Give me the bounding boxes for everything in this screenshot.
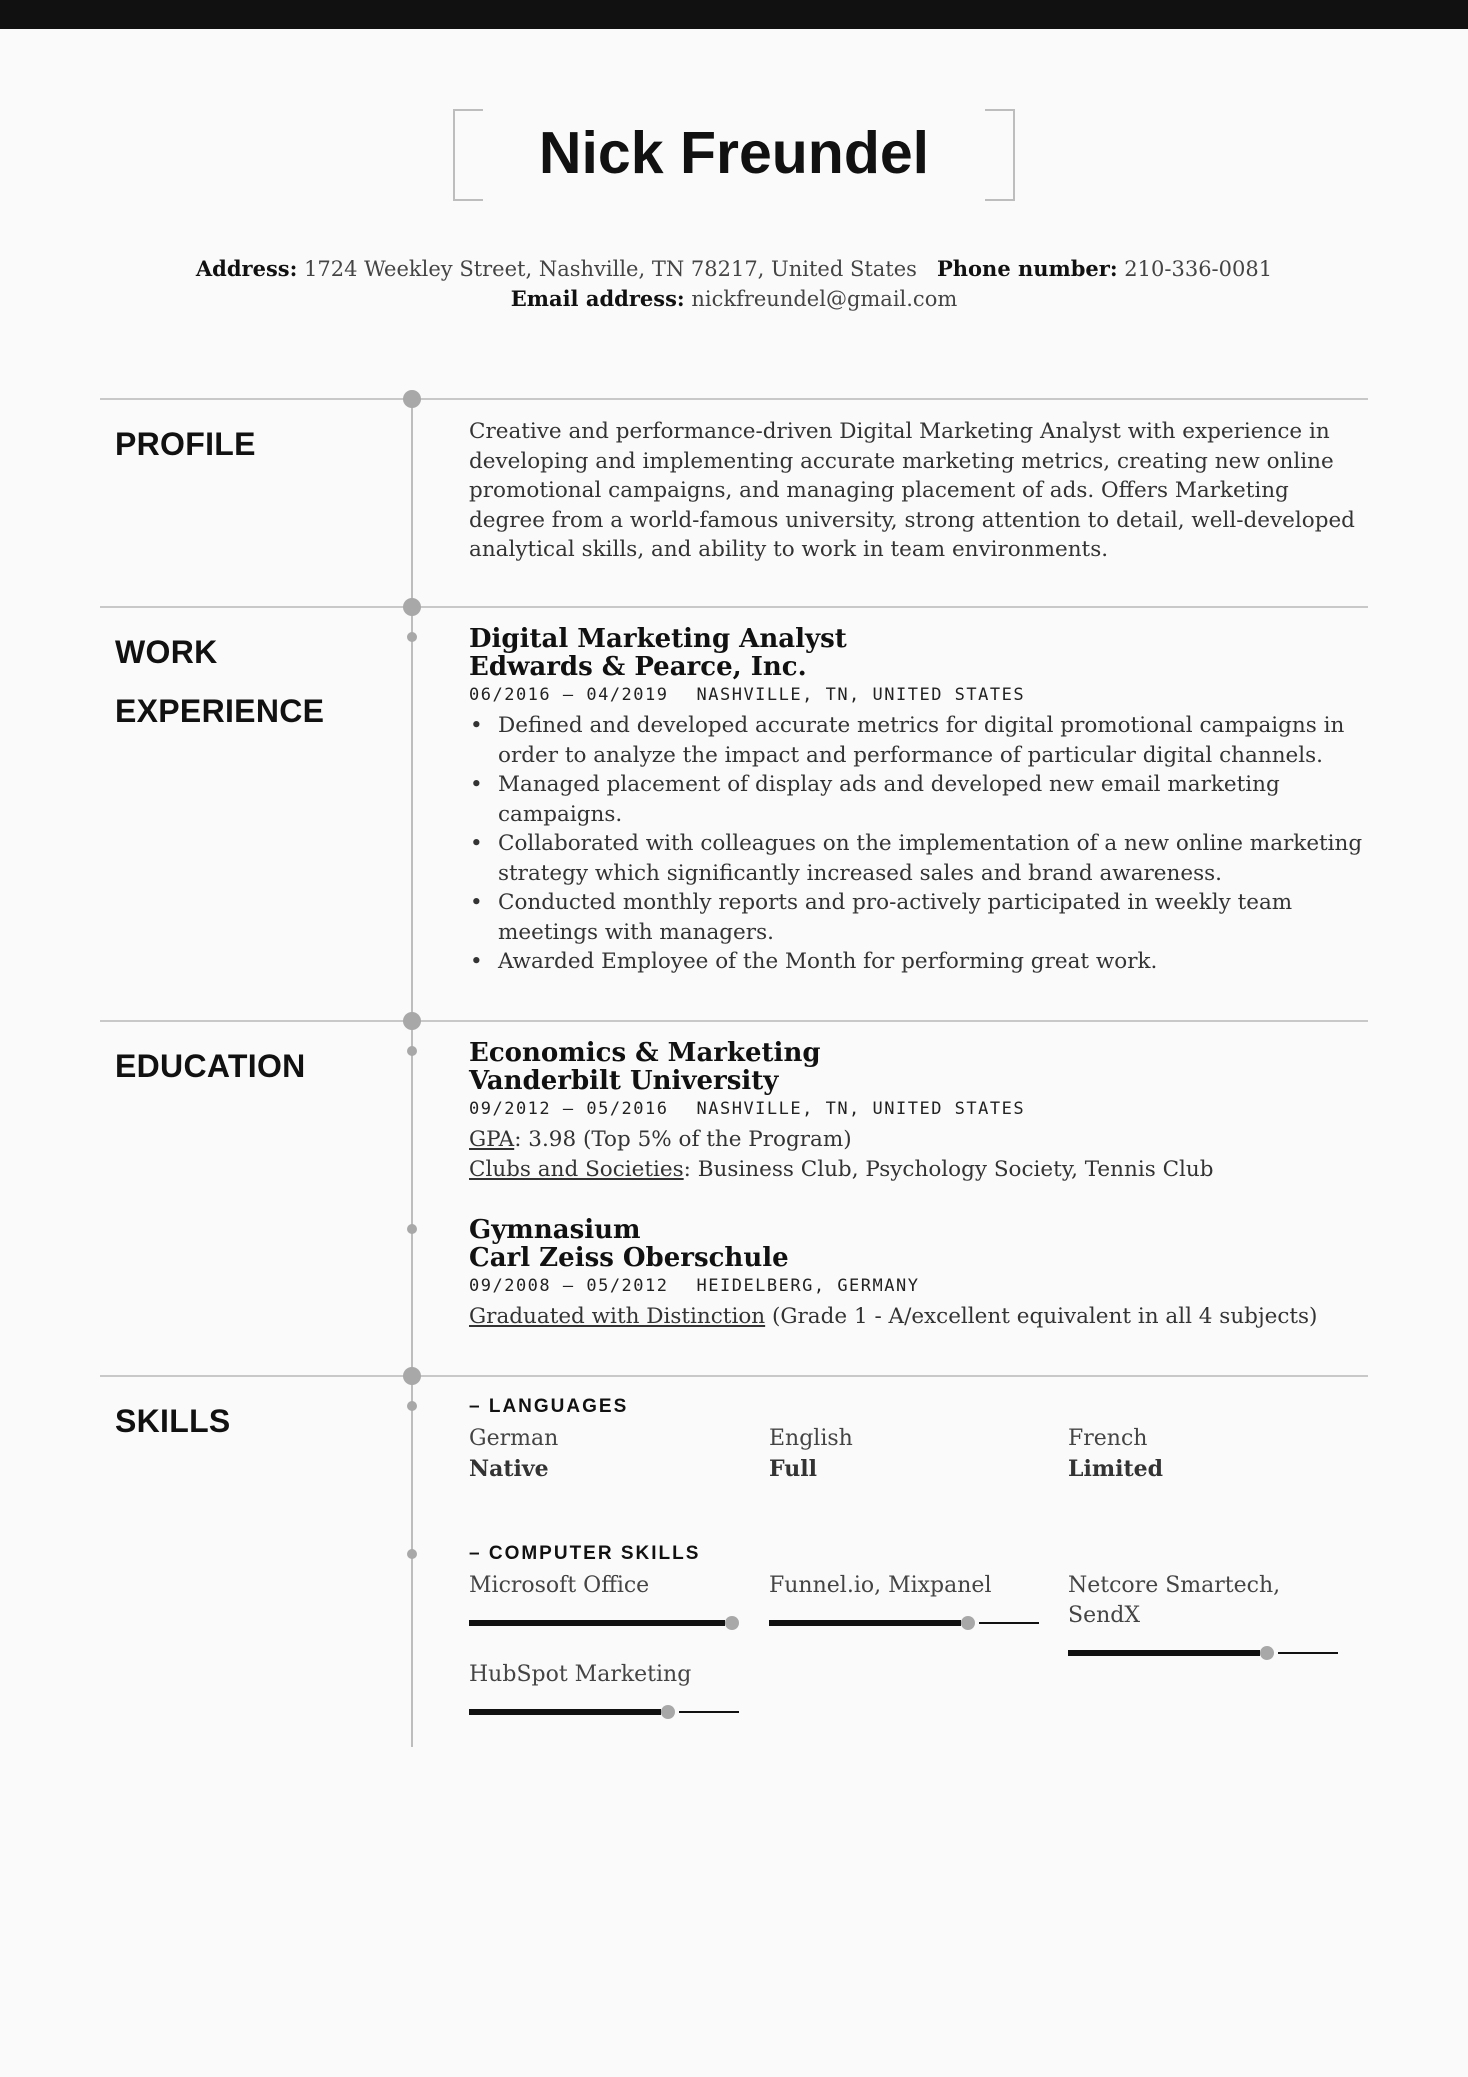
- school: Carl Zeiss Oberschule: [469, 1243, 789, 1273]
- list-item: • Awarded Employee of the Month for performing great work.: [469, 947, 1369, 977]
- profile-text: Creative and performance-driven Digital Marketing Analyst with experience in developing and implementing accurate marketing metrics, creating new online promotional campaigns, and managing placement of ads. Offers Marketing degree from a world-famous university, strong attention to detail, well-developed analytical skills, and ability to work in team environments.: [469, 419, 1355, 562]
- skill-bar: [469, 1613, 739, 1633]
- education-entry-1: [469, 1039, 1369, 1184]
- job-bullets: [469, 711, 1369, 977]
- profile-section: [469, 417, 1369, 565]
- address-value: 1724 Weekley Street, Nashville, TN 78217, United States: [304, 257, 917, 281]
- skill-bar-fill: [1068, 1650, 1260, 1656]
- skill-name: Funnel.io, Mixpanel: [769, 1573, 992, 1598]
- skill-bar-rest: [979, 1622, 1039, 1624]
- skill-bar: [469, 1702, 739, 1722]
- clubs-value: : Business Club, Psychology Society, Tennis Club: [683, 1156, 1214, 1182]
- work-title-line1: WORK: [115, 634, 218, 670]
- clubs-label: Clubs and Societies: [469, 1156, 684, 1182]
- language-name: French: [1068, 1426, 1148, 1451]
- gpa-line: [469, 1125, 1369, 1155]
- skill-bar-fill: [469, 1709, 661, 1715]
- skill-bar-rest: [1278, 1652, 1338, 1654]
- timeline-dot-small: [407, 1401, 417, 1411]
- top-bar: [0, 0, 1468, 29]
- skill-bar-knob: [1260, 1646, 1274, 1660]
- skill-bar-fill: [469, 1620, 725, 1626]
- gpa-value: : 3.98 (Top 5% of the Program): [514, 1127, 852, 1152]
- education-dates: 09/2012 — 05/2016: [469, 1099, 669, 1119]
- education-title: EDUCATION: [115, 1048, 306, 1084]
- divider: [100, 398, 1368, 400]
- timeline-dot: [403, 598, 421, 616]
- candidate-name: Nick Freundel: [538, 120, 930, 186]
- honor-value: (Grade 1 - A/excellent equivalent in all 4 subjects): [765, 1304, 1318, 1329]
- degree: Gymnasium: [469, 1215, 641, 1245]
- list-item: • Managed placement of display ads and developed new email marketing campaigns.: [469, 770, 1369, 829]
- computer-skill: [1068, 1571, 1348, 1663]
- skill-name: Netcore Smartech, SendX: [1068, 1573, 1281, 1628]
- degree: Economics & Marketing: [469, 1038, 821, 1068]
- skill-bar-fill: [769, 1620, 961, 1626]
- language-name: English: [769, 1426, 853, 1451]
- education-meta: [469, 1276, 1369, 1296]
- education-location: HEIDELBERG, GERMANY: [696, 1276, 920, 1296]
- job-title: Digital Marketing Analyst: [469, 624, 847, 654]
- timeline-dot: [403, 1012, 421, 1030]
- list-item: • Defined and developed accurate metrics for digital promotional campaigns in order to analyze the impact and performance of particular digital channels.: [469, 711, 1369, 770]
- skill-bar-knob: [725, 1616, 739, 1630]
- list-item: • Conducted monthly reports and pro-actively participated in weekly team meetings with managers.: [469, 888, 1369, 947]
- honor-line: [469, 1302, 1369, 1332]
- education-location: NASHVILLE, TN, UNITED STATES: [696, 1099, 1026, 1119]
- divider: [100, 1375, 1368, 1377]
- name-header: [453, 109, 1015, 197]
- timeline-dot-small: [407, 1046, 417, 1056]
- skill-bar-knob: [961, 1616, 975, 1630]
- skill-bar: [769, 1613, 1039, 1633]
- language-item: [469, 1424, 759, 1484]
- skill-bar: [1068, 1643, 1338, 1663]
- divider: [100, 606, 1368, 608]
- clubs-line: [469, 1155, 1369, 1185]
- languages-heading-text: – LANGUAGES: [469, 1396, 629, 1417]
- skills-title: SKILLS: [115, 1403, 231, 1439]
- language-level: Native: [469, 1456, 549, 1482]
- job-dates: 06/2016 — 04/2019: [469, 685, 669, 705]
- skill-bar-rest: [679, 1711, 739, 1713]
- timeline-dot: [403, 1367, 421, 1385]
- email-value[interactable]: nickfreundel@gmail.com: [691, 287, 958, 311]
- language-level: Limited: [1068, 1456, 1164, 1482]
- work-title-line2: EXPERIENCE: [115, 693, 325, 729]
- education-meta: [469, 1099, 1369, 1119]
- email-label: Email address:: [510, 286, 685, 311]
- computer-skills-heading-text: – COMPUTER SKILLS: [469, 1543, 701, 1564]
- languages-heading: [469, 1396, 1369, 1418]
- computer-skill: [469, 1571, 749, 1633]
- education-dates: 09/2008 — 05/2012: [469, 1276, 669, 1296]
- address-label: Address:: [195, 256, 298, 281]
- list-item: • Collaborated with colleagues on the implementation of a new online marketing strategy which significantly increased sales and brand awareness.: [469, 829, 1369, 888]
- computer-skill: [469, 1660, 749, 1722]
- language-name: German: [469, 1426, 559, 1451]
- job-location: NASHVILLE, TN, UNITED STATES: [696, 685, 1026, 705]
- work-entry: [469, 625, 1369, 977]
- skill-bar-knob: [661, 1705, 675, 1719]
- job-meta: [469, 685, 1369, 705]
- education-entry-2: [469, 1216, 1369, 1332]
- contact-line-1: [0, 256, 1468, 281]
- language-level: Full: [769, 1456, 817, 1482]
- timeline-dot-small: [407, 632, 417, 642]
- divider: [100, 1020, 1368, 1022]
- phone-label: Phone number:: [936, 256, 1118, 281]
- timeline-dot: [403, 390, 421, 408]
- language-item: [769, 1424, 1059, 1484]
- timeline-dot-small: [407, 1224, 417, 1234]
- computer-skills-heading: [469, 1543, 1369, 1565]
- skill-name: Microsoft Office: [469, 1573, 650, 1598]
- phone-value: 210-336-0081: [1124, 257, 1273, 281]
- computer-skill: [769, 1571, 1049, 1633]
- skill-name: HubSpot Marketing: [469, 1662, 692, 1687]
- school: Vanderbilt University: [469, 1066, 779, 1096]
- contact-line-2: [0, 286, 1468, 311]
- profile-title: PROFILE: [115, 426, 256, 462]
- language-item: [1068, 1424, 1358, 1484]
- job-company: Edwards & Pearce, Inc.: [469, 652, 807, 682]
- timeline-dot-small: [407, 1549, 417, 1559]
- honor-label: Graduated with Distinction: [469, 1304, 766, 1329]
- gpa-label: GPA: [469, 1127, 515, 1152]
